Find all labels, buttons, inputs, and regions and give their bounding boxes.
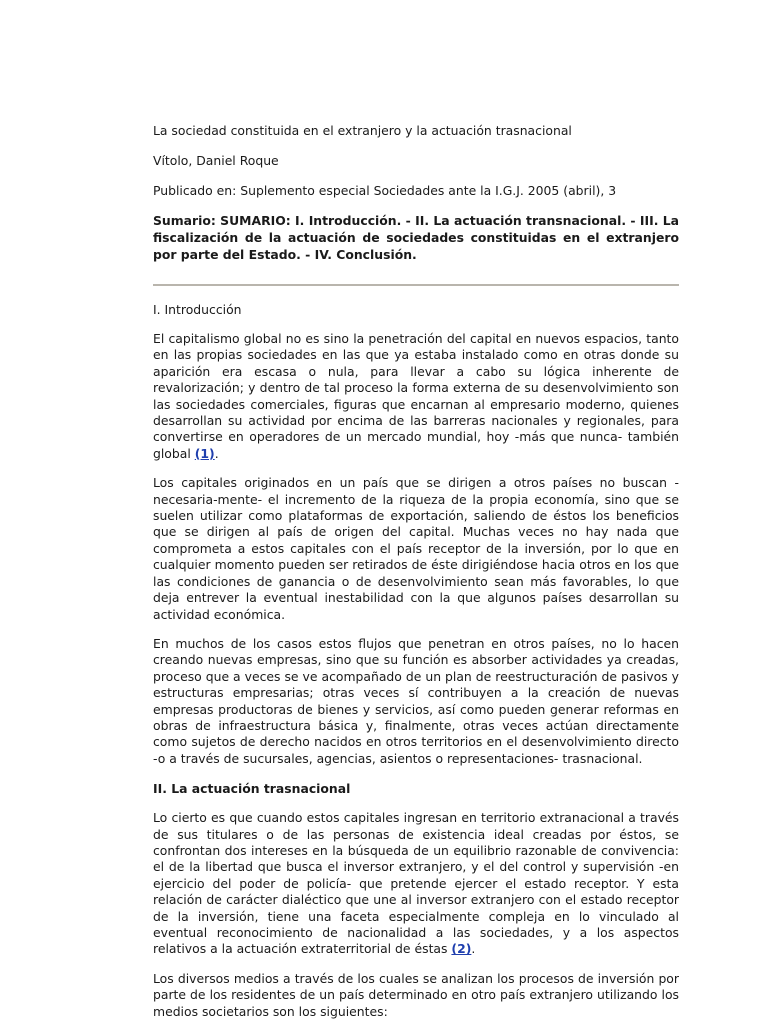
paragraph-text: Lo cierto es que cuando estos capitales ingresan en territorio extranacional a través de sus titulares o de las personas de existencia ideal creadas por éstos, se confrontan dos intereses en la búsqueda de un equilibrio razonable de convivencia: el de la libertad que busca el inversor extranjero, y el del control y supervisión -en ejercicio del poder de policía- que pretende ejercer el estado receptor. Y esta relación de carácter dialéctico que une al inversor extranjero con el estado receptor de la inversión, tiene una faceta especialmente compleja en lo vinculado al eventual reconocimiento de nacionalidad a las sociedades, y a los aspectos relativos a la actuación extraterritorial de éstas: [153, 810, 679, 957]
section-heading-actuacion-trasnacional: II. La actuación trasnacional: [153, 781, 351, 797]
section-divider: [153, 284, 679, 286]
document-title: La sociedad constituida en el extranjero y la actuación trasnacional: [153, 123, 572, 138]
section-heading-introduccion: I. Introducción: [153, 302, 242, 317]
document-author: Vítolo, Daniel Roque: [153, 153, 279, 168]
paragraph-text: El capitalismo global no es sino la penetración del capital en nuevos espacios, tanto en las propias sociedades en las que ya estaba instalado como en otras donde su aparición era escasa o nula, para llevar a cabo su lógica inherente de revalorización; y dentro de tal proceso la forma externa de su desenvolvimiento son las sociedades comerciales, figuras que encarnan al empresario moderno, quienes desarrollan su actividad por encima de las barreras nacionales y regionales, para convertirse en operadores de un mercado mundial, hoy -más que nunca- también global: [153, 331, 679, 461]
paragraph: En muchos de los casos estos flujos que penetran en otros países, no lo hacen creando nuevas empresas, sino que su función es absorber actividades ya creadas, proceso que a veces se ve acompañado de un plan de reestructuración de pasivos y estructuras empresarias; otras veces sí contribuyen a la creación de nuevas empresas productoras de bienes y servicios, así como pueden generar reformas en obras de infraestructura básica y, finalmente, otras veces actúan directamente como sujetos de derecho nacidos en otros territorios en el desenvolvimiento directo -o a través de sucursales, agencias, asientos o representaciones- trasnacional.: [153, 635, 679, 766]
publication-info: Publicado en: Suplemento especial Sociedades ante la I.G.J. 2005 (abril), 3: [153, 183, 617, 198]
paragraph-end: .: [471, 941, 476, 957]
paragraph: Los diversos medios a través de los cuales se analizan los procesos de inversión por parte de los residentes de un país determinado en otro país extranjero utilizando los medios societarios son los siguientes:: [153, 970, 679, 1019]
paragraph: [153, 331, 679, 462]
document-summary: Sumario: SUMARIO: I. Introducción. - II. La actuación transnacional. - III. La fiscalización de la actuación de sociedades constituidas en el extranjero por parte del Estado. - IV. Conclusión.: [153, 213, 679, 262]
paragraph-end: .: [214, 445, 219, 461]
footnote-link-1[interactable]: (1): [194, 445, 215, 461]
paragraph: [153, 810, 679, 958]
paragraph: Los capitales originados en un país que se dirigen a otros países no buscan -necesaria-mente- el incremento de la riqueza de la propia economía, sino que se suelen utilizar como plataformas de exportación, saliendo de éstos los beneficios que se dirigen al país de origen del capital. Muchas veces no hay nada que comprometa a estos capitales con el país receptor de la inversión, por lo que en cualquier momento pueden ser retirados de éste dirigiéndose hacia otros en los que las condiciones de ganancia o de desenvolvimiento sean más favorables, lo que deja entrever la eventual inestabilidad con la que algunos países desarrollan su actividad económica.: [153, 475, 679, 622]
footnote-link-2[interactable]: (2): [451, 941, 472, 957]
